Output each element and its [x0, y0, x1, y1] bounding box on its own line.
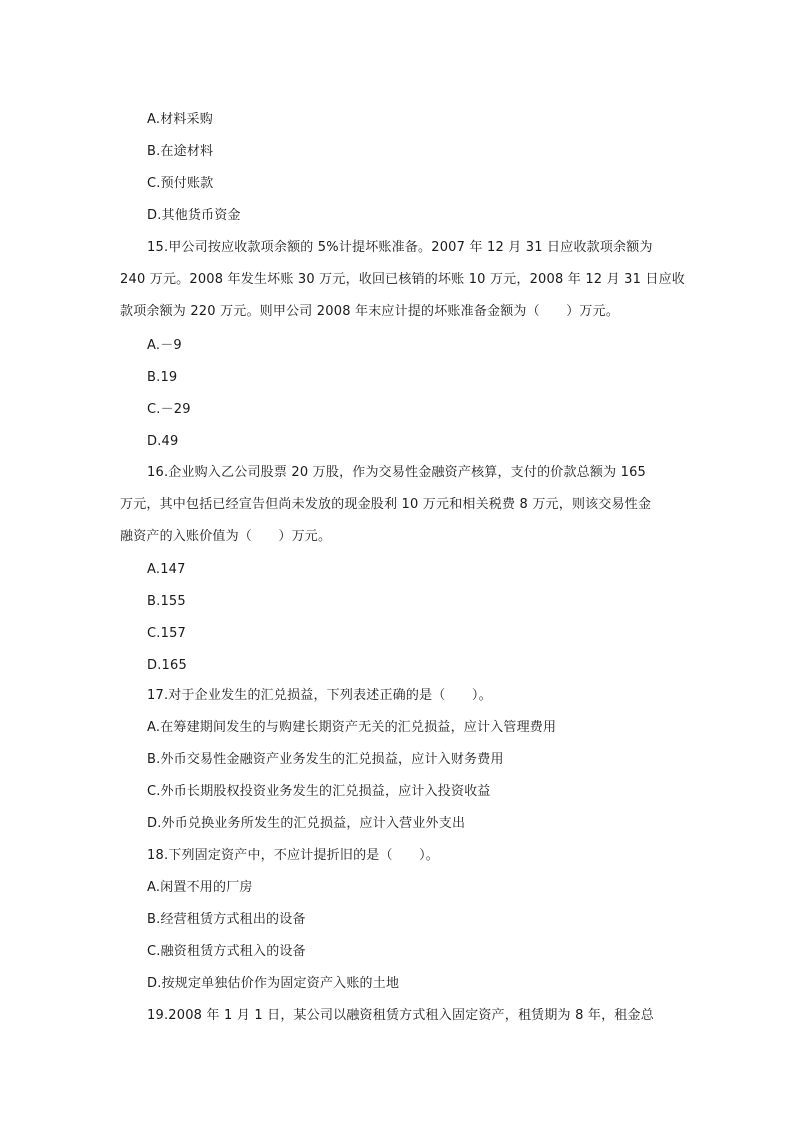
q16-option-d: D.165: [147, 658, 187, 673]
q14-option-c: C.预付账款: [147, 176, 214, 191]
q16-stem-line-3: 融资产的入账价值为（ ）万元。: [120, 529, 332, 544]
q17-option-a: A.在筹建期间发生的与购建长期资产无关的汇兑损益，应计入管理费用: [147, 720, 557, 735]
q17-option-d: D.外币兑换业务所发生的汇兑损益，应计入营业外支出: [147, 816, 466, 831]
q17-option-c: C.外币长期股权投资业务发生的汇兑损益，应计入投资收益: [147, 784, 491, 799]
q14-option-d: D.其他货币资金: [147, 208, 241, 223]
q15-option-c: C.－29: [147, 402, 191, 417]
q18-stem: 18.下列固定资产中，不应计提折旧的是（ ）。: [147, 848, 439, 863]
q18-option-a: A.闲置不用的厂房: [147, 880, 253, 895]
q17-option-b: B.外币交易性金融资产业务发生的汇兑损益，应计入财务费用: [147, 752, 504, 767]
q16-option-c: C.157: [147, 626, 187, 641]
q14-option-a: A.材料采购: [147, 112, 213, 127]
q18-option-d: D.按规定单独估价作为固定资产入账的土地: [147, 976, 400, 991]
q15-option-b: B.19: [147, 370, 178, 385]
q18-option-b: B.经营租赁方式租出的设备: [147, 912, 306, 927]
q17-stem: 17.对于企业发生的汇兑损益，下列表述正确的是（ ）。: [147, 688, 492, 703]
q15-stem-line-1: 15.甲公司按应收款项余额的 5%计提坏账准备。2007 年 12 月 31 日应收款项余额为: [147, 240, 653, 255]
q15-option-d: D.49: [147, 434, 179, 449]
q15-option-a: A.－9: [147, 338, 182, 353]
q15-stem-line-3: 款项余额为 220 万元。则甲公司 2008 年末应计提的坏账准备金额为（ ）万元。: [120, 304, 620, 319]
q18-option-c: C.融资租赁方式租入的设备: [147, 944, 306, 959]
q16-stem-line-2: 万元，其中包括已经宣告但尚未发放的现金股利 10 万元和相关税费 8 万元，则该交易性金: [120, 497, 652, 512]
q16-option-b: B.155: [147, 594, 186, 609]
q15-stem-line-2: 240 万元。2008 年发生坏账 30 万元，收回已核销的坏账 10 万元，2008 年 12 月 31 日应收: [120, 272, 686, 287]
q16-option-a: A.147: [147, 562, 186, 577]
q14-option-b: B.在途材料: [147, 144, 214, 159]
q19-stem-line-1: 19.2008 年 1 月 1 日，某公司以融资租赁方式租入固定资产，租赁期为 8 年，租金总: [147, 1008, 654, 1023]
q16-stem-line-1: 16.企业购入乙公司股票 20 万股，作为交易性金融资产核算，支付的价款总额为 165: [147, 465, 647, 480]
